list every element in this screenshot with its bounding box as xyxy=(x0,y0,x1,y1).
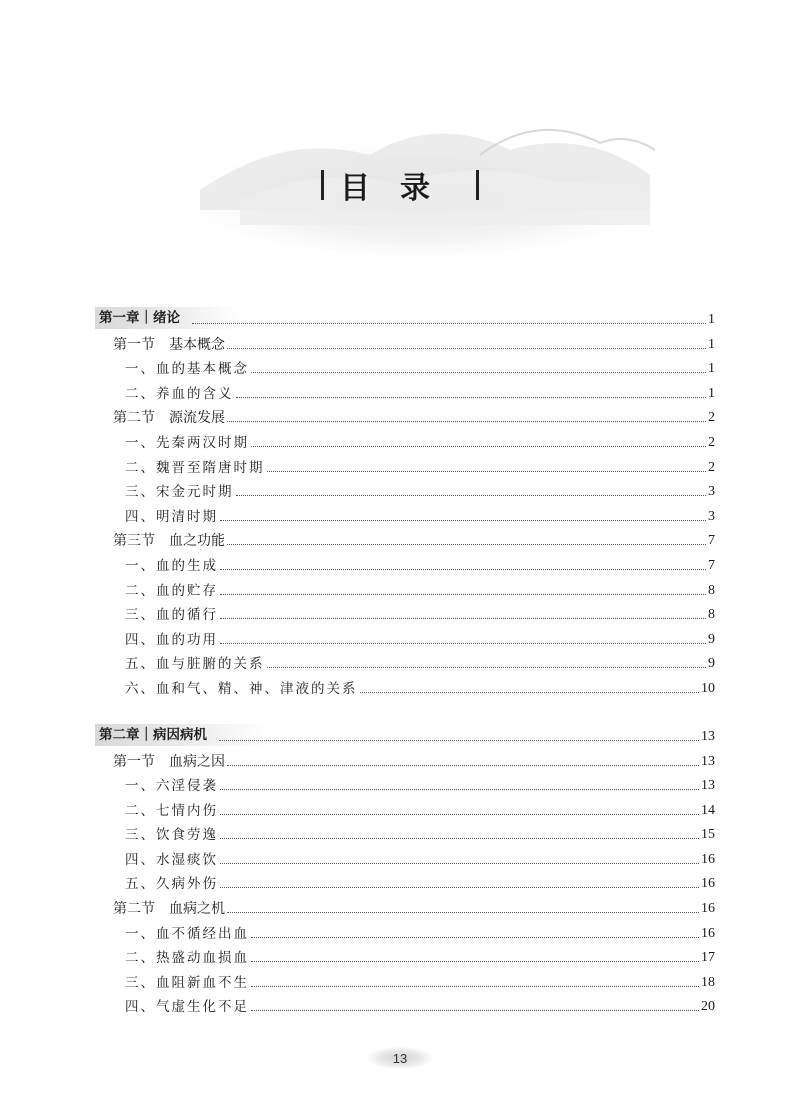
dot-leader xyxy=(227,912,699,913)
toc-section-row[interactable] xyxy=(95,746,715,771)
dot-leader xyxy=(219,740,699,741)
title-right-bar xyxy=(476,170,479,200)
toc-item-label: 四、水湿痰饮 xyxy=(125,851,218,868)
toc-item-row[interactable] xyxy=(95,452,715,477)
toc-item-label: 五、久病外伤 xyxy=(125,876,218,893)
toc-page-number: 16 xyxy=(701,925,715,941)
toc-page-number: 7 xyxy=(708,533,715,549)
toc-item-label: 二、魏晋至隋唐时期 xyxy=(125,459,265,476)
toc-page-number: 9 xyxy=(708,631,715,647)
toc-item-row[interactable] xyxy=(95,501,715,526)
dot-leader xyxy=(192,323,706,324)
toc-item-label: 二、热盛动血损血 xyxy=(125,950,249,967)
dot-leader xyxy=(220,789,699,790)
toc-page-number: 8 xyxy=(708,582,715,598)
toc-section-label: 第一节 基本概念 xyxy=(113,336,225,353)
toc-page-number: 18 xyxy=(701,974,715,990)
toc-item-label: 二、血的贮存 xyxy=(125,582,218,599)
toc-page-number: 10 xyxy=(701,680,715,696)
toc-item-row[interactable] xyxy=(95,427,715,452)
title-left-bar xyxy=(321,170,324,200)
toc-item-label: 一、血不循经出血 xyxy=(125,925,249,942)
toc-section-row[interactable] xyxy=(95,329,715,354)
toc-section-label: 第二节 源流发展 xyxy=(113,410,225,427)
toc-item-row[interactable] xyxy=(95,354,715,379)
dot-leader xyxy=(227,348,706,349)
title-text: 目录 xyxy=(340,171,460,206)
toc-page-number: 2 xyxy=(708,459,715,475)
dot-leader xyxy=(251,1010,699,1011)
toc-page-number: 1 xyxy=(708,336,715,352)
dot-leader xyxy=(251,372,706,373)
toc-section-label: 第一节 血病之因 xyxy=(113,753,225,770)
toc-page-number: 17 xyxy=(701,950,715,966)
dot-leader xyxy=(220,520,706,521)
toc-item-row[interactable] xyxy=(95,378,715,403)
toc-item-row[interactable] xyxy=(95,795,715,820)
dot-leader xyxy=(220,887,699,888)
toc-section-row[interactable] xyxy=(95,526,715,551)
dot-leader xyxy=(236,495,707,496)
toc-item-row[interactable] xyxy=(95,869,715,894)
toc-page-number: 7 xyxy=(708,557,715,573)
toc-page-number: 16 xyxy=(701,876,715,892)
toc-section-label: 第三节 血之功能 xyxy=(113,533,225,550)
toc-item-row[interactable] xyxy=(95,943,715,968)
dot-leader xyxy=(236,397,707,398)
toc-item-row[interactable] xyxy=(95,673,715,698)
toc-page-number: 20 xyxy=(701,999,715,1015)
toc-page-number: 1 xyxy=(708,361,715,377)
toc-chapter-label: 第二章｜病因病机 xyxy=(95,724,267,746)
toc-section-label: 第二节 血病之机 xyxy=(113,901,225,918)
dot-leader xyxy=(251,446,706,447)
toc-item-label: 三、血的循行 xyxy=(125,607,218,624)
toc-page-number: 3 xyxy=(708,508,715,524)
dot-leader xyxy=(251,986,699,987)
dot-leader xyxy=(251,961,699,962)
toc-item-row[interactable] xyxy=(95,624,715,649)
dot-leader xyxy=(220,863,699,864)
dot-leader xyxy=(251,937,699,938)
toc-page-number: 2 xyxy=(708,434,715,450)
dot-leader xyxy=(220,814,699,815)
toc-item-label: 五、血与脏腑的关系 xyxy=(125,656,265,673)
toc-item-row[interactable] xyxy=(95,820,715,845)
toc-section-row[interactable] xyxy=(95,403,715,428)
toc-item-label: 三、饮食劳逸 xyxy=(125,827,218,844)
dot-leader xyxy=(220,838,699,839)
dot-leader xyxy=(360,692,700,693)
toc-item-label: 一、先秦两汉时期 xyxy=(125,434,249,451)
toc-item-row[interactable] xyxy=(95,918,715,943)
toc-page-number: 13 xyxy=(701,753,715,769)
toc-item-row[interactable] xyxy=(95,477,715,502)
dot-leader xyxy=(227,421,706,422)
toc-item-row[interactable] xyxy=(95,600,715,625)
toc-item-label: 一、六淫侵袭 xyxy=(125,778,218,795)
toc-page-number: 3 xyxy=(708,484,715,500)
dot-leader xyxy=(227,544,706,545)
toc-page-number: 9 xyxy=(708,656,715,672)
toc-chapter-row[interactable] xyxy=(95,720,715,746)
toc-chapter-label: 第一章｜绪论 xyxy=(95,307,240,329)
toc-page-number: 14 xyxy=(701,802,715,818)
toc-chapter-row[interactable] xyxy=(95,303,715,329)
toc-item-label: 四、血的功用 xyxy=(125,631,218,648)
toc-page-number: 16 xyxy=(701,851,715,867)
toc-item-row[interactable] xyxy=(95,992,715,1017)
dot-leader xyxy=(220,594,706,595)
chapter-gap xyxy=(95,698,715,720)
toc-item-label: 二、七情内伤 xyxy=(125,802,218,819)
toc-page-number: 15 xyxy=(701,827,715,843)
toc-item-label: 六、血和气、精、神、津液的关系 xyxy=(125,680,358,697)
toc-item-row[interactable] xyxy=(95,550,715,575)
toc-item-label: 一、血的生成 xyxy=(125,557,218,574)
toc-page-number: 16 xyxy=(701,901,715,917)
toc-page-number: 2 xyxy=(708,410,715,426)
toc-item-row[interactable] xyxy=(95,649,715,674)
toc-page-number: 13 xyxy=(701,728,715,744)
dot-leader xyxy=(220,569,706,570)
toc-item-row[interactable] xyxy=(95,844,715,869)
toc-item-label: 三、宋金元时期 xyxy=(125,484,234,501)
toc-item-label: 一、血的基本概念 xyxy=(125,361,249,378)
toc-item-label: 四、明清时期 xyxy=(125,508,218,525)
toc-page-number: 1 xyxy=(708,312,715,327)
toc-item-label: 三、血阻新血不生 xyxy=(125,974,249,991)
toc-item-row[interactable] xyxy=(95,771,715,796)
dot-leader xyxy=(227,765,699,766)
toc-page-number: 8 xyxy=(708,607,715,623)
page-number: 13 xyxy=(368,1047,432,1069)
toc-item-row[interactable] xyxy=(95,575,715,600)
toc-page-number: 13 xyxy=(701,778,715,794)
toc-item-label: 四、气虚生化不足 xyxy=(125,999,249,1016)
dot-leader xyxy=(267,471,707,472)
table-of-contents xyxy=(95,303,715,1016)
dot-leader xyxy=(267,667,707,668)
dot-leader xyxy=(220,618,706,619)
toc-page-number: 1 xyxy=(708,385,715,401)
dot-leader xyxy=(220,643,706,644)
toc-section-row[interactable] xyxy=(95,893,715,918)
page-title xyxy=(321,163,479,207)
toc-item-row[interactable] xyxy=(95,967,715,992)
toc-item-label: 二、养血的含义 xyxy=(125,385,234,402)
